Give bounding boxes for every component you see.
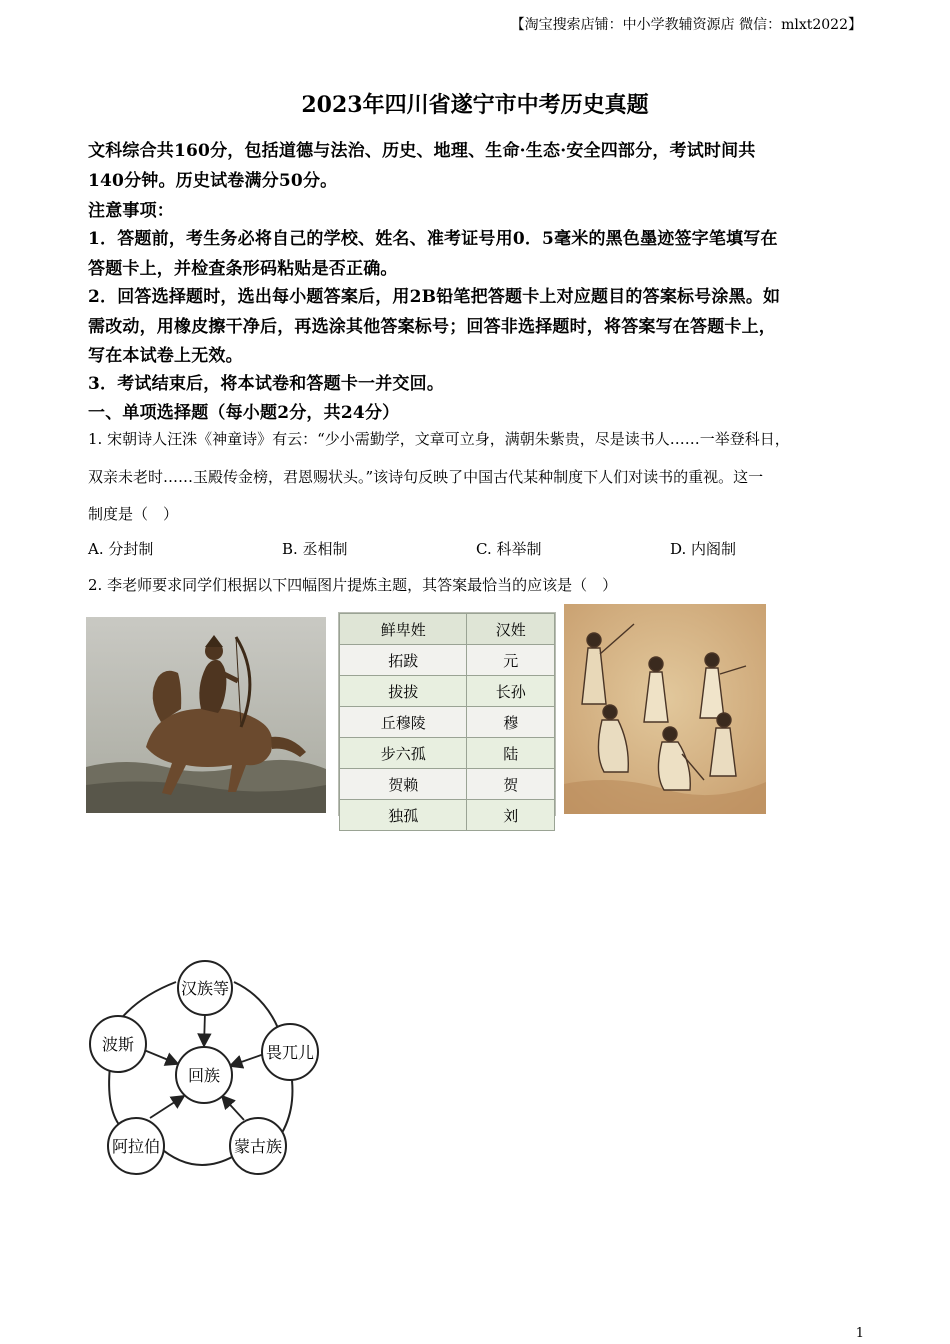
table-cell: 贺 [467, 769, 555, 800]
table-cell: 陆 [467, 738, 555, 769]
note-2-line-2: 需改动，用橡皮擦干净后，再选涂其他答案标号；回答非选择题时，将答案写在答题卡上， [88, 317, 776, 337]
table-row [340, 800, 555, 831]
table-cell: 刘 [467, 800, 555, 831]
q1-line-2: 双亲未老时……玉殿传金榜，君恩赐状头。”该诗句反映了中国古代某种制度下人们对读书的重视。这一 [88, 468, 764, 486]
header-note: 【淘宝搜索店铺：中小学教辅资源店 微信：mlxt2022】 [510, 17, 862, 33]
note-1-line-2: 答题卡上，并检查条形码粘贴是否正确。 [88, 259, 398, 279]
node-arab: 阿拉伯 [111, 1137, 161, 1156]
node-hui-center: 回族 [187, 1066, 221, 1085]
table-cell: 丘穆陵 [340, 707, 467, 738]
table-header-xianbei: 鲜卑姓 [340, 614, 467, 645]
q1-option-a: A. 分封制 [88, 540, 154, 558]
note-1-line-1: 1．答题前，考生务必将自己的学校、姓名、准考证号用0．5毫米的黑色墨迹签字笔填写在 [88, 229, 778, 249]
hui-origin-diagram [84, 958, 324, 1180]
surname-table [338, 612, 556, 825]
note-2-line-1: 2．回答选择题时，选出每小题答案后，用2B铅笔把答题卡上对应题目的答案标号涂黑。如 [88, 287, 781, 307]
table-row [340, 676, 555, 707]
page-number: 1 [855, 1326, 864, 1341]
table-cell: 穆 [467, 707, 555, 738]
q1-line-3: 制度是（ ） [88, 505, 179, 523]
table-cell: 元 [467, 645, 555, 676]
table-row [340, 645, 555, 676]
q1-option-c: C. 科举制 [476, 540, 542, 558]
table-cell: 拓跋 [340, 645, 467, 676]
node-mongol: 蒙古族 [233, 1137, 283, 1156]
statue-photo [86, 617, 326, 813]
node-uyghur: 畏兀儿 [265, 1043, 315, 1062]
page-title: 2023年四川省遂宁市中考历史真题 [301, 92, 649, 118]
node-persia: 波斯 [101, 1035, 135, 1054]
note-2-line-3: 写在本试卷上无效。 [88, 346, 243, 366]
q1-option-d: D. 内阁制 [670, 540, 737, 558]
q2-stem: 2. 李老师要求同学们根据以下四幅图片提炼主题，其答案最恰当的应该是（ ） [88, 576, 618, 594]
table-row [340, 738, 555, 769]
note-3: 3．考试结束后，将本试卷和答题卡一并交回。 [88, 374, 445, 394]
mural-painting [564, 604, 766, 814]
table-cell: 步六孤 [340, 738, 467, 769]
node-han: 汉族等 [180, 979, 230, 998]
table-row [340, 707, 555, 738]
intro-line-2: 140分钟。历史试卷满分50分。 [88, 171, 338, 191]
q1-option-b: B. 丞相制 [282, 540, 348, 558]
table-row [340, 769, 555, 800]
table-header-han: 汉姓 [467, 614, 555, 645]
q1-line-1: 1. 宋朝诗人汪洙《神童诗》有云：“少小需勤学，文章可立身，满朝朱紫贵，尽是读书人……一举登科日， [88, 430, 790, 448]
table-cell: 拔拔 [340, 676, 467, 707]
intro-line-1: 文科综合共160分，包括道德与法治、历史、地理、生命·生态·安全四部分，考试时间共 [88, 141, 756, 161]
section-1-heading: 一、单项选择题（每小题2分，共24分） [88, 403, 400, 423]
notes-heading: 注意事项： [88, 201, 174, 221]
table-cell: 独孤 [340, 800, 467, 831]
table-cell: 长孙 [467, 676, 555, 707]
table-cell: 贺赖 [340, 769, 467, 800]
